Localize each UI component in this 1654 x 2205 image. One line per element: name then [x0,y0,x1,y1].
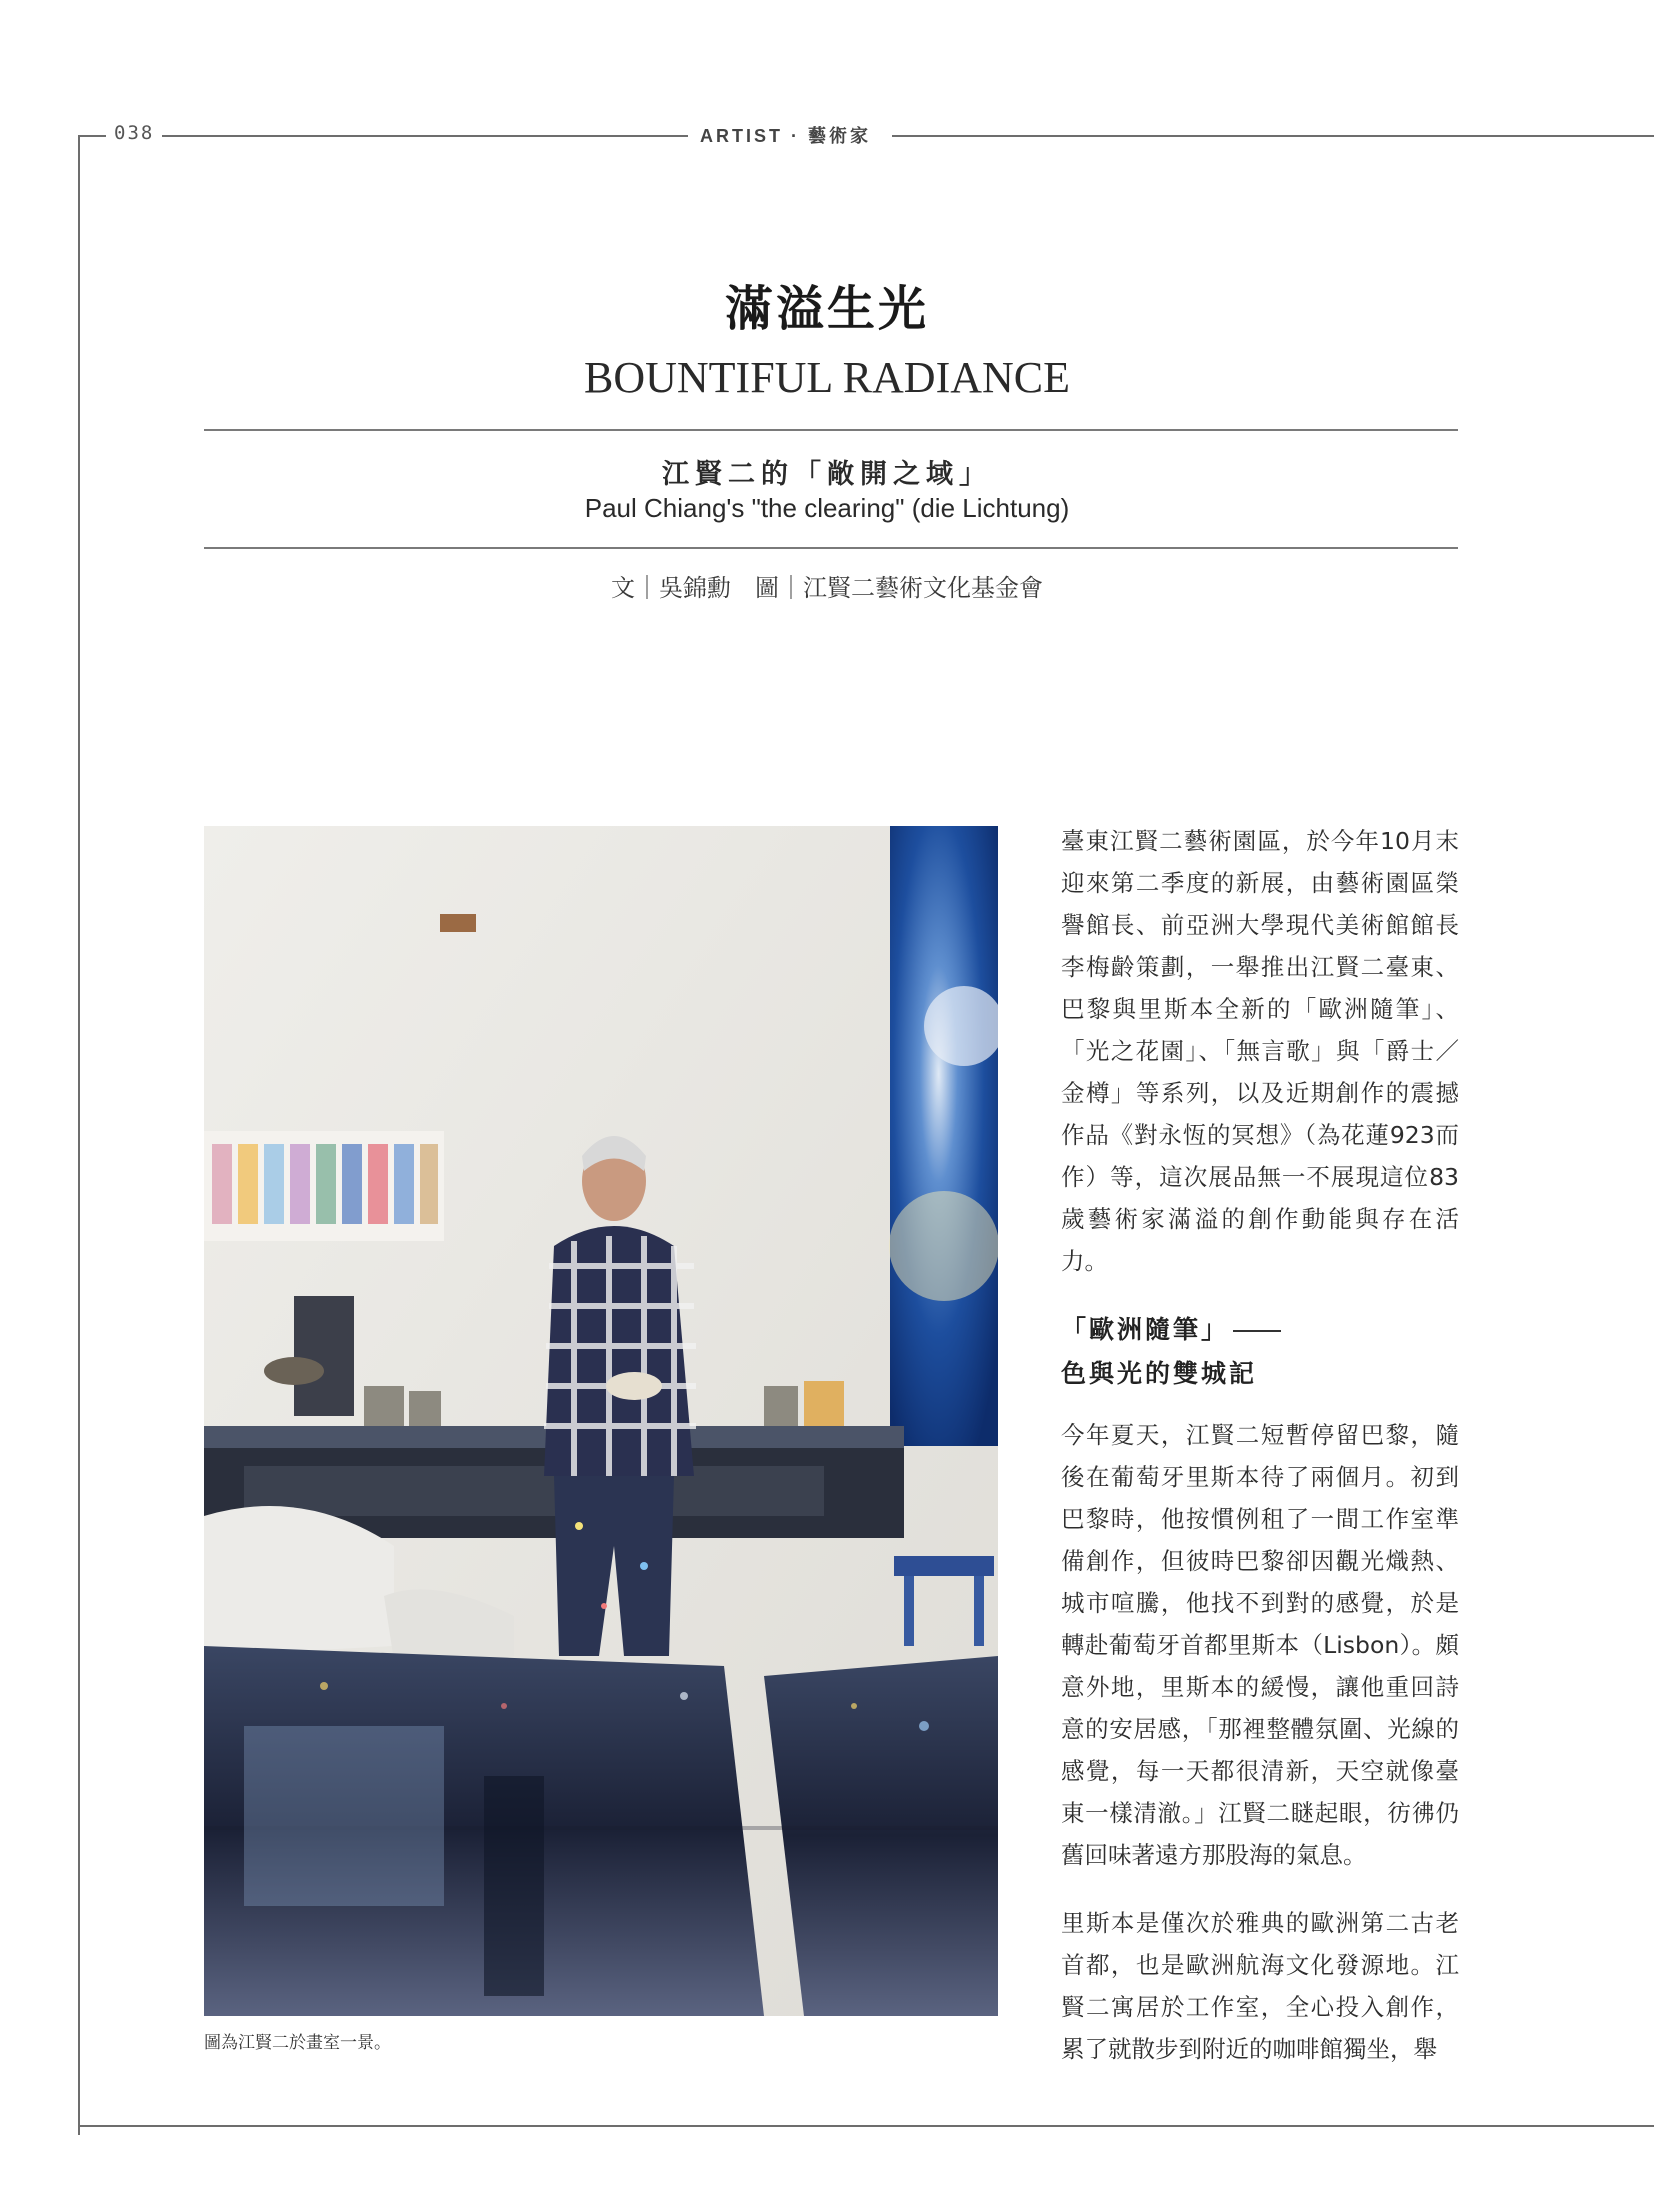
body-paragraph: 今年夏天，江賢二短暫停留巴黎，隨後在葡萄牙里斯本待了兩個月。初到巴黎時，他按慣例租了一間工作室準備創作，但彼時巴黎卻因觀光熾熱、城市喧騰，他找不到對的感覺，於是轉赴葡萄牙首都里斯本（Lisbon）。頗意外地，里斯本的緩慢，讓他重回詩意的安居感，「那裡整體氛圍、光線的感覺，每一天都很清新，天空就像臺東一樣清澈。」江賢二瞇起眼，彷彿仍舊回味著遠方那股海的氣息。 [1061,1421,1459,1869]
section-heading-line1: 「歐洲隨筆」 [1061,1315,1230,1344]
section-heading-line2: 色與光的雙城記 [1061,1359,1258,1388]
studio-photo-illustration [204,826,998,2016]
studio-photo [204,826,998,2016]
header-rule-middle [162,135,688,137]
body-paragraph: 里斯本是僅次於雅典的歐洲第二古老首都，也是歐洲航海文化發源地。江賢二寓居於工作室，全心投入創作，累了就散步到附近的咖啡館獨坐，舉 [1061,1909,1459,2063]
page-number: 038 [114,122,155,144]
section-heading [1061,1308,1459,1396]
photo-caption: 圖為江賢二於畫室一景。 [204,2033,391,2053]
title-rule-bottom [204,547,1458,549]
page-frame-bottom [78,2125,1654,2127]
heading-dash [1233,1330,1281,1332]
section-label: ARTIST · 藝術家 [700,126,871,146]
article-title-en: BOUNTIFUL RADIANCE [583,353,1071,402]
article-title-zh: 滿溢生光 [724,281,929,337]
article-subtitle-en: Paul Chiang's "the clearing" (die Lichtung) [584,493,1070,523]
article-body [1061,820,1459,2096]
header-rule-right [892,135,1654,137]
article-credits: 文｜吳錦勳 圖｜江賢二藝術文化基金會 [611,574,1043,602]
page-frame-left [78,135,80,2135]
title-rule-top [204,429,1458,431]
body-paragraph: 臺東江賢二藝術園區，於今年10月末迎來第二季度的新展，由藝術園區榮譽館長、前亞洲大學現代美術館館長李梅齡策劃，一舉推出江賢二臺東、巴黎與里斯本全新的「歐洲隨筆」、「光之花園」、「無言歌」與「爵士／金樽」等系列，以及近期創作的震撼作品《對永恆的冥想》（為花蓮923而作）等，這次展品無一不展現這位83歲藝術家滿溢的創作動能與存在活力。 [1061,827,1459,1275]
header-rule-left [78,135,106,137]
article-subtitle-zh: 江賢二的「敞開之域」 [662,459,992,490]
